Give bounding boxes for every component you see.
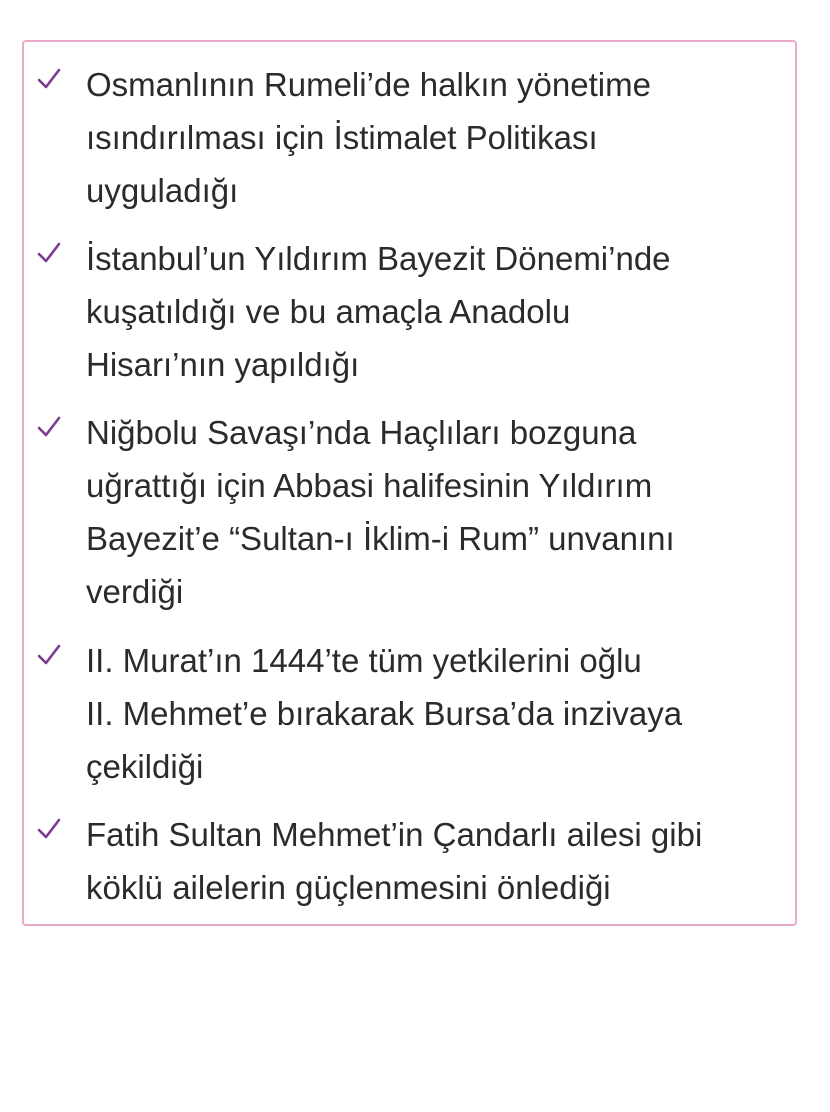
list-item-line: köklü ailelerin güçlenmesini önlediği xyxy=(86,869,611,906)
list-item-line: II. Murat’ın 1444’te tüm yetkilerini oğlu xyxy=(86,642,642,679)
list-item-line: II. Mehmet’e bırakarak Bursa’da inzivaya xyxy=(86,695,683,732)
list-item-line: Osmanlının Rumeli’de halkın yönetime xyxy=(86,66,651,103)
list-item-line: İstanbul’un Yıldırım Bayezit Dönemi’nde xyxy=(86,240,671,277)
check-icon xyxy=(36,816,64,856)
list-item-text xyxy=(86,406,791,618)
check-icon xyxy=(36,642,64,682)
list-item-line: verdiği xyxy=(86,573,184,610)
list-item-line: ısındırılması için İstimalet Politikası xyxy=(86,119,598,156)
check-icon xyxy=(36,240,64,280)
list-item-line: kuşatıldığı ve bu amaçla Anadolu xyxy=(86,293,571,330)
list-item-text xyxy=(86,808,791,914)
list-item-line: uyguladığı xyxy=(86,172,239,209)
list-item-text xyxy=(86,58,791,217)
list-item-line: uğrattığı için Abbasi halifesinin Yıldırım xyxy=(86,467,653,504)
list-item-text xyxy=(86,232,791,391)
list-item-line: Hisarı’nın yapıldığı xyxy=(86,346,360,383)
check-icon xyxy=(36,414,64,454)
list-item-line: Fatih Sultan Mehmet’in Çandarlı ailesi gibi xyxy=(86,816,703,853)
list-item-line: Niğbolu Savaşı’nda Haçlıları bozguna xyxy=(86,414,637,451)
check-icon xyxy=(36,66,64,106)
list-item-text xyxy=(86,634,791,793)
list-item-line: Bayezit’e “Sultan-ı İklim-i Rum” unvanını xyxy=(86,520,675,557)
checklist-panel xyxy=(22,40,797,926)
list-item-line: çekildiği xyxy=(86,748,204,785)
